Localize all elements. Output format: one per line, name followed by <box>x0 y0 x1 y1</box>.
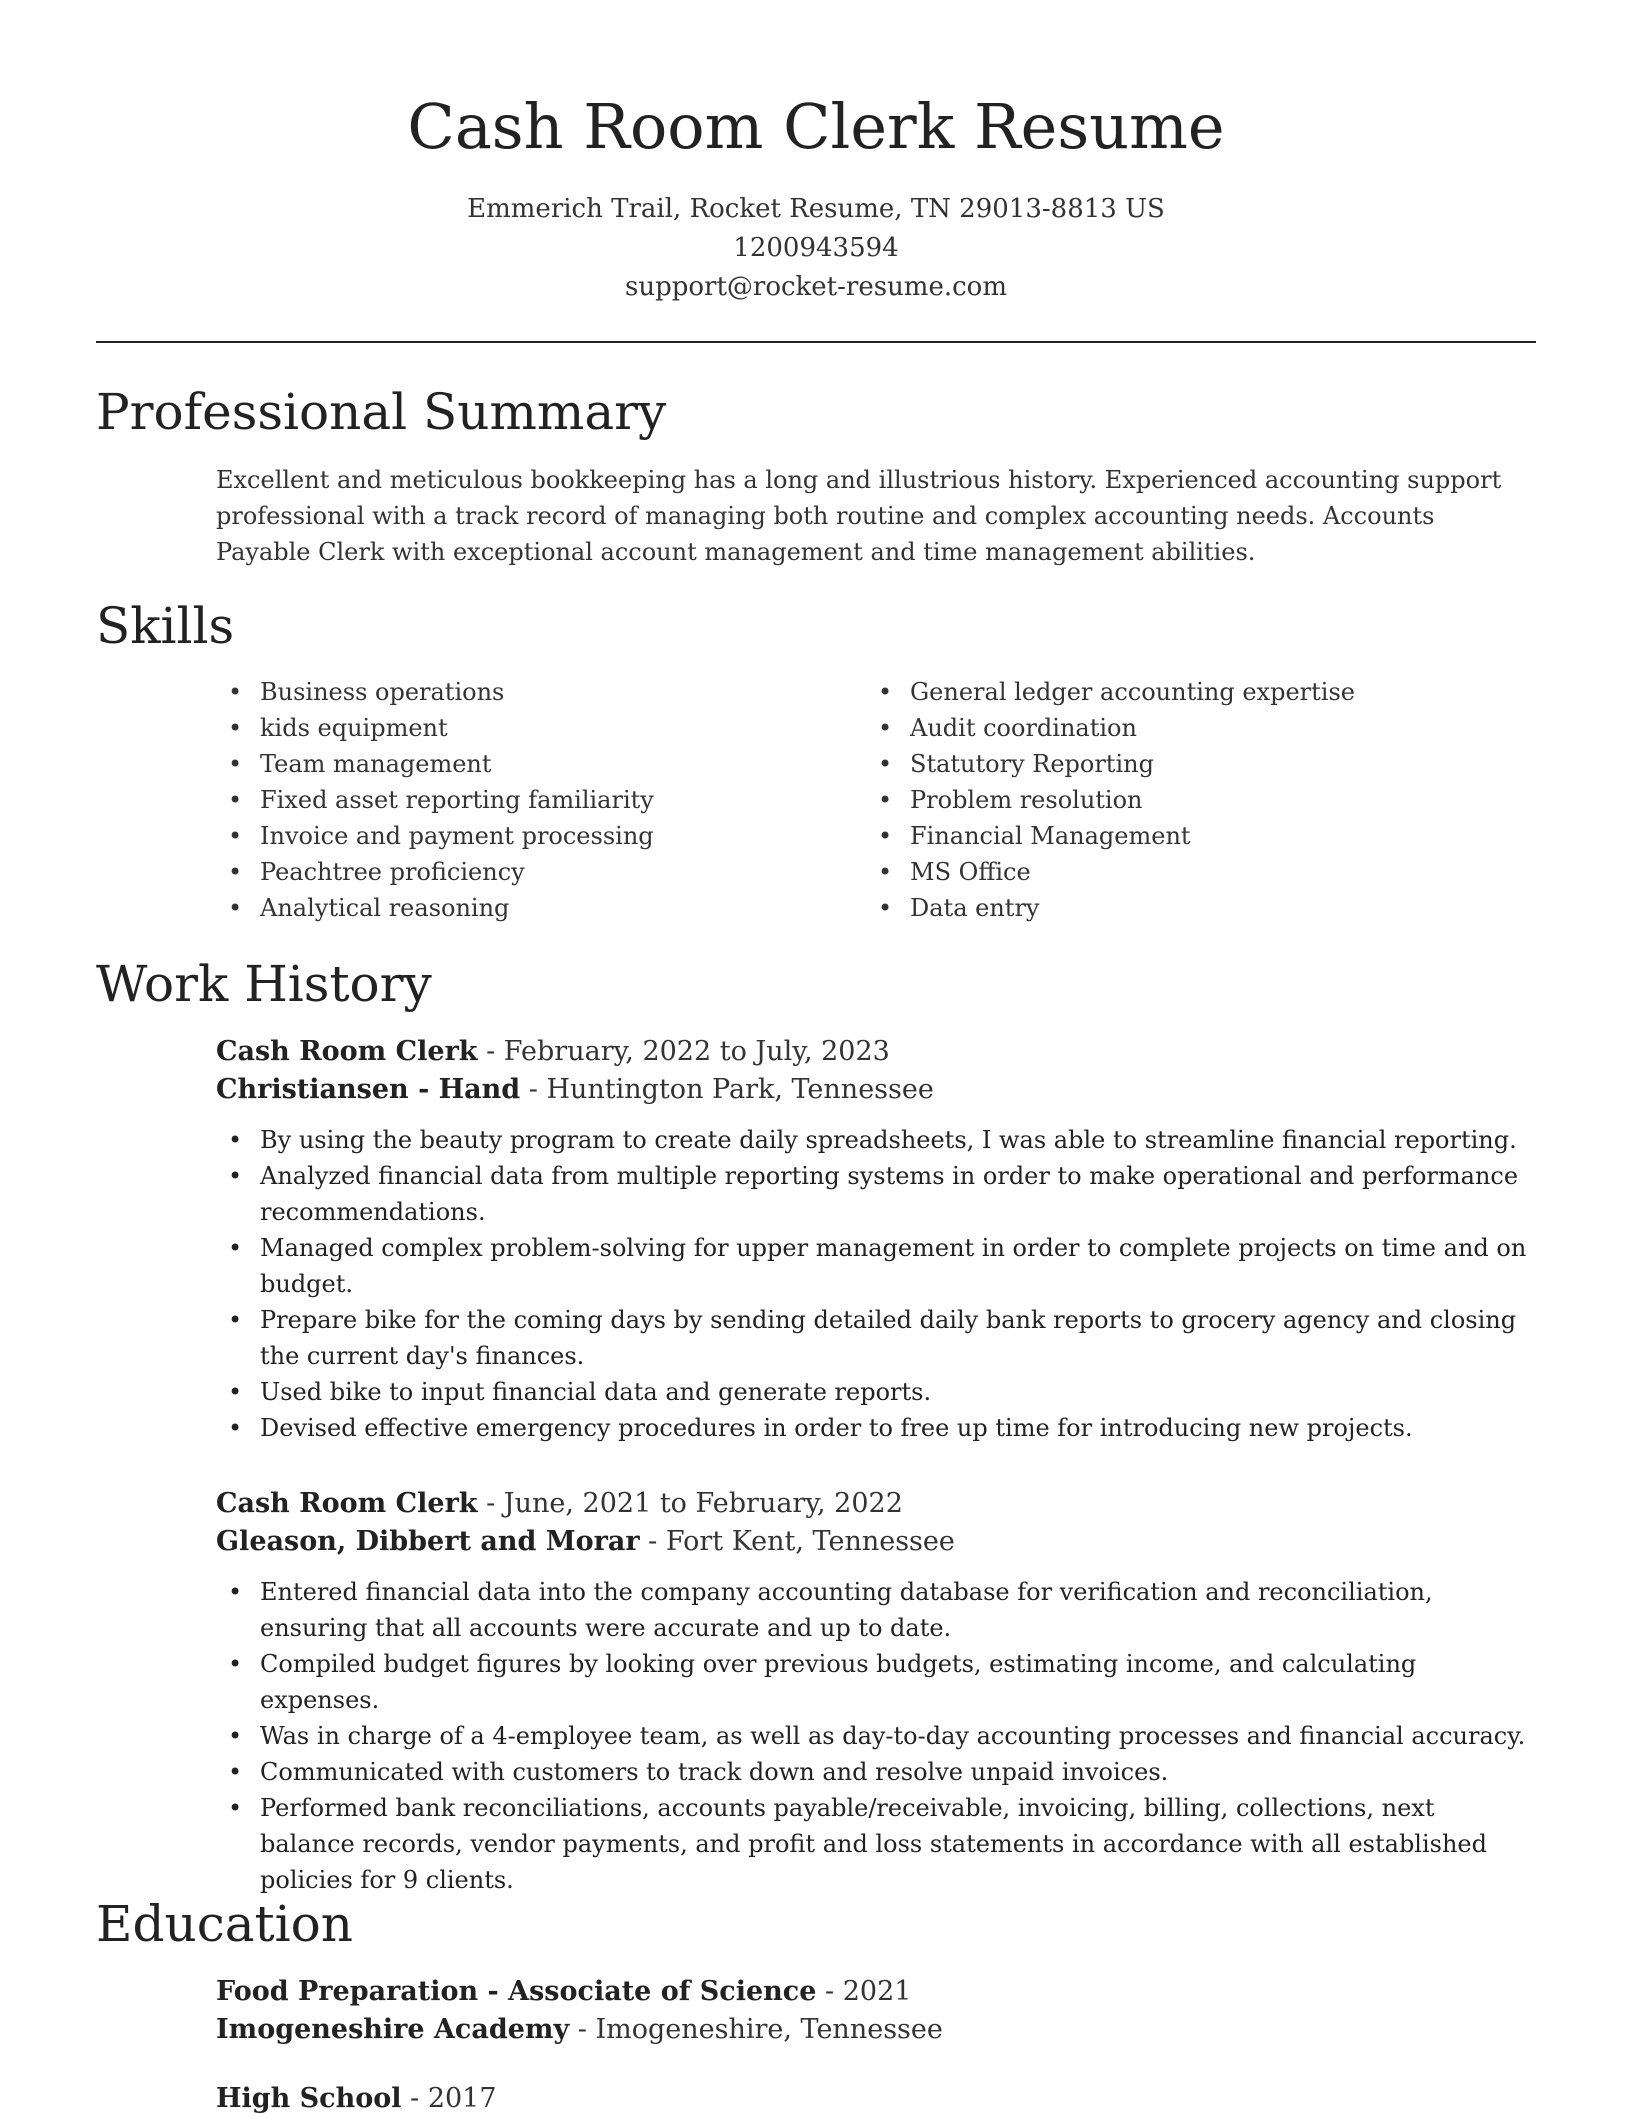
job-duty: • Entered financial data into the company accounting database for verification and reconciliation, ensuring that all accounts were accurate and up to date. <box>216 1574 1536 1646</box>
education-entry <box>216 2080 1536 2118</box>
skill-item: • Peachtree proficiency <box>216 854 816 890</box>
skill-item: • Team management <box>216 746 816 782</box>
summary-heading: Professional Summary <box>96 383 667 441</box>
education-year: - 2021 <box>816 1976 912 2007</box>
job-duty: • Prepare bike for the coming days by sending detailed daily bank reports to grocery agency and closing the current day's finances. <box>216 1302 1536 1374</box>
skill-item: • Invoice and payment processing <box>216 818 816 854</box>
skills-heading: Skills <box>96 597 235 655</box>
education-degree: Food Preparation - Associate of Science <box>216 1976 817 2007</box>
job-title-line <box>216 1033 1536 1071</box>
job-duty: • Analyzed financial data from multiple reporting systems in order to make operational and performance recommendations. <box>216 1158 1536 1230</box>
job-company-line <box>216 1523 1536 1561</box>
education-entry <box>216 1973 1536 2049</box>
job-duty: • Performed bank reconciliations, accounts payable/receivable, invoicing, billing, collections, next balance records, vendor payments, and profit and loss statements in accordance with all established policies for 9 clients. <box>216 1790 1536 1898</box>
job-location: - Huntington Park, Tennessee <box>520 1074 934 1105</box>
work-history-heading: Work History <box>96 955 432 1013</box>
contact-phone: 1200943594 <box>733 233 899 263</box>
job-location: - Fort Kent, Tennessee <box>639 1526 955 1557</box>
summary-text: Excellent and meticulous bookkeeping has a long and illustrious history. Experienced accounting support professional with a track record of managing both routine and complex accounting needs. Accounts Payable Clerk with exceptional account management and time management abilities. <box>216 466 1502 566</box>
job-duty: • Used bike to input financial data and generate reports. <box>216 1374 1536 1410</box>
job-duty: • Compiled budget figures by looking over previous budgets, estimating income, and calculating expenses. <box>216 1646 1536 1718</box>
job-entry <box>216 1485 1536 1898</box>
education-location: - Imogeneshire, Tennessee <box>569 2014 943 2045</box>
education-heading: Education <box>96 1895 353 1953</box>
job-duty: • Communicated with customers to track down and resolve unpaid invoices. <box>216 1754 1536 1790</box>
header-divider <box>96 341 1536 343</box>
job-duty: • Managed complex problem-solving for upper management in order to complete projects on time and on budget. <box>216 1230 1536 1302</box>
job-duty: • Devised effective emergency procedures in order to free up time for introducing new projects. <box>216 1410 1536 1446</box>
skill-item: • Business operations <box>216 674 816 710</box>
education-school: Imogeneshire Academy <box>216 2014 570 2045</box>
job-title-line <box>216 1485 1536 1523</box>
job-dates: - February, 2022 to July, 2023 <box>477 1036 890 1067</box>
job-title: Cash Room Clerk <box>216 1036 478 1067</box>
job-duties <box>216 1574 1536 1898</box>
contact-email: support@rocket-resume.com <box>624 272 1007 302</box>
contact-block <box>0 190 1632 307</box>
skill-item: • General ledger accounting expertise <box>866 674 1536 710</box>
contact-address: Emmerich Trail, Rocket Resume, TN 29013-8813 US <box>467 194 1165 224</box>
skill-item: • kids equipment <box>216 710 816 746</box>
resume-title: Cash Room Clerk Resume <box>407 90 1225 163</box>
job-title: Cash Room Clerk <box>216 1488 478 1519</box>
education-degree-line <box>216 1973 1536 2011</box>
job-duty: • By using the beauty program to create daily spreadsheets, I was able to streamline financial reporting. <box>216 1122 1536 1158</box>
job-duty: • Was in charge of a 4-employee team, as well as day-to-day accounting processes and financial accuracy. <box>216 1718 1536 1754</box>
job-company: Gleason, Dibbert and Morar <box>216 1526 640 1557</box>
skill-item: • Audit coordination <box>866 710 1536 746</box>
job-company-line <box>216 1071 1536 1109</box>
skill-item: • Analytical reasoning <box>216 890 816 926</box>
skills-list-left <box>216 674 816 926</box>
education-degree-line <box>216 2080 1536 2118</box>
skill-item: • Financial Management <box>866 818 1536 854</box>
job-dates: - June, 2021 to February, 2022 <box>477 1488 903 1519</box>
education-degree: High School <box>216 2083 402 2114</box>
skill-item: • Problem resolution <box>866 782 1536 818</box>
job-entry <box>216 1033 1536 1446</box>
education-school-line <box>216 2011 1536 2049</box>
job-company: Christiansen - Hand <box>216 1074 521 1105</box>
skills-list-right <box>866 674 1536 926</box>
skill-item: • Fixed asset reporting familiarity <box>216 782 816 818</box>
skill-item: • Data entry <box>866 890 1536 926</box>
education-year: - 2017 <box>401 2083 497 2114</box>
skill-item: • MS Office <box>866 854 1536 890</box>
job-duties <box>216 1122 1536 1446</box>
skill-item: • Statutory Reporting <box>866 746 1536 782</box>
